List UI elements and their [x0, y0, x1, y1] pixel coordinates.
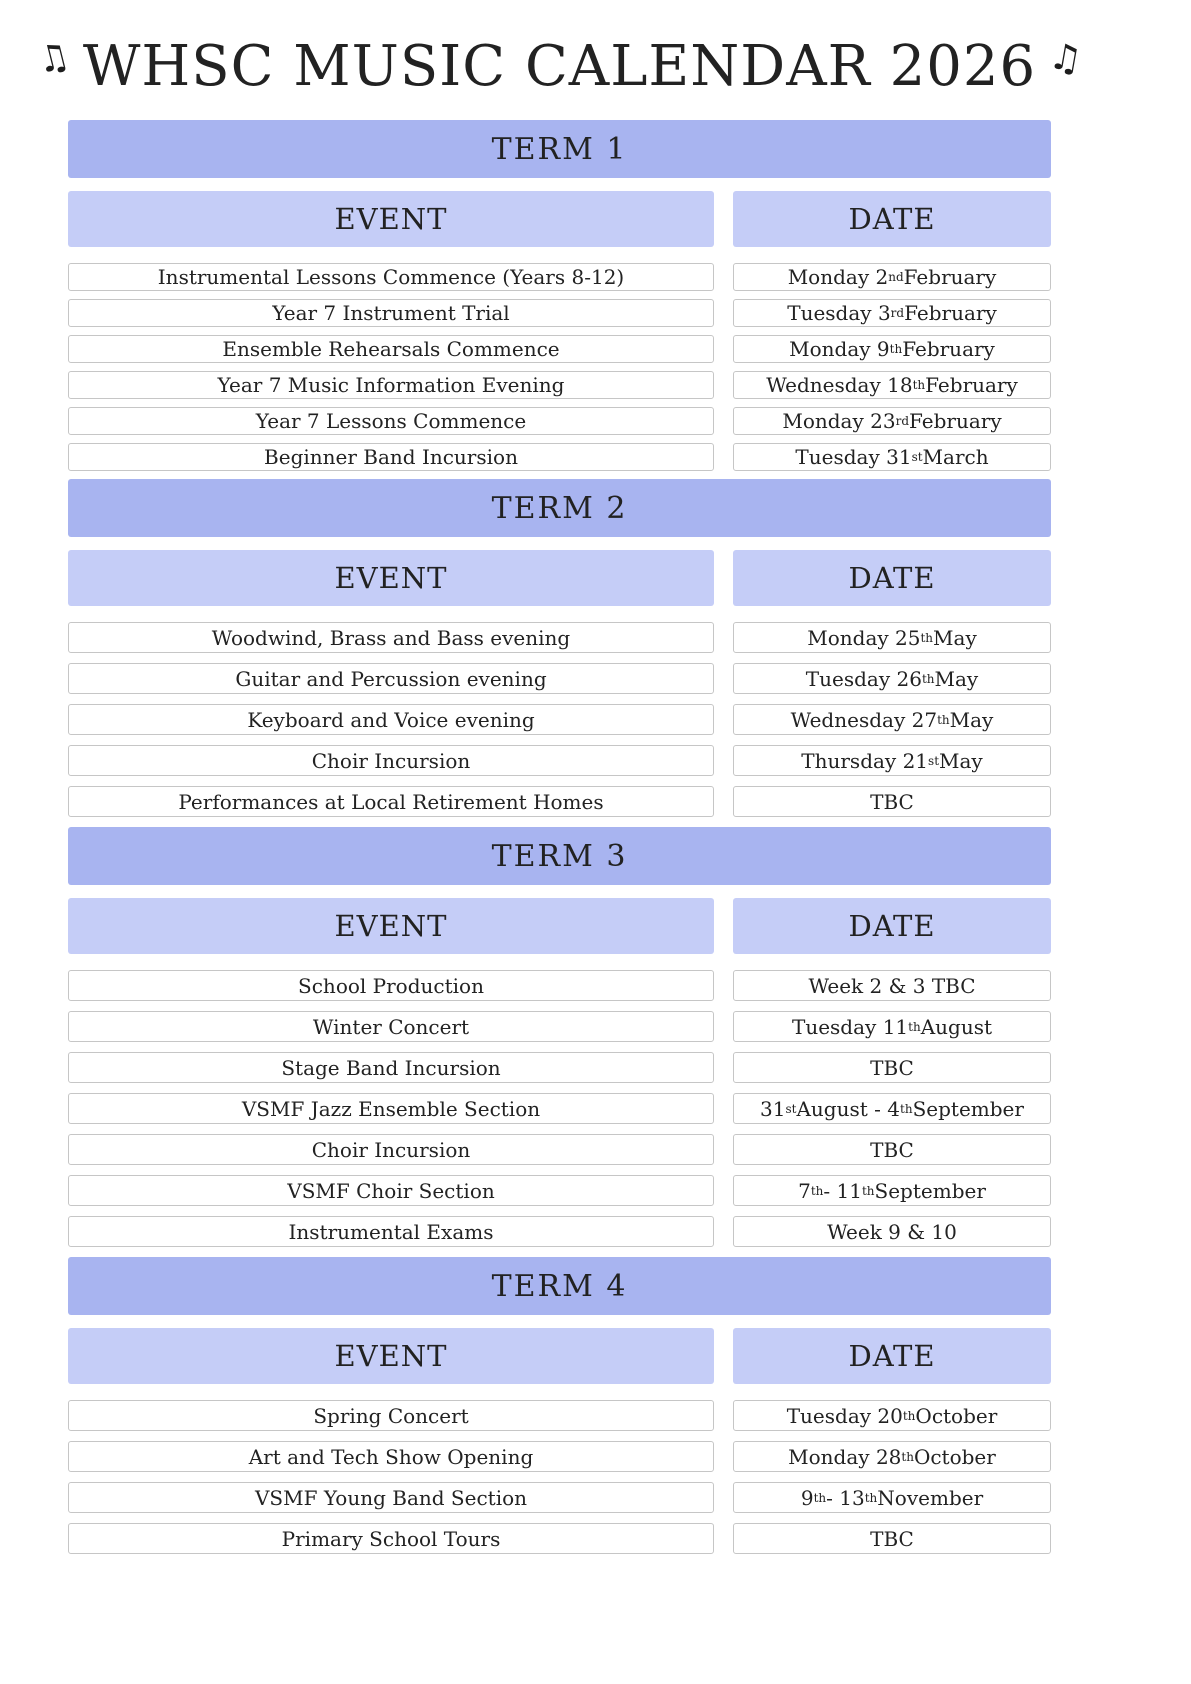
date-cell: TBC — [733, 1052, 1051, 1083]
term-band — [68, 120, 1051, 178]
event-cell: Spring Concert — [68, 1400, 714, 1431]
event-column-label: EVENT — [334, 561, 448, 595]
event-cell: Primary School Tours — [68, 1523, 714, 1554]
term-section — [68, 827, 1051, 1247]
date-column-label: DATE — [848, 909, 936, 943]
date-cell: Wednesday 27 th May — [733, 704, 1051, 735]
column-headers — [68, 550, 1051, 606]
date-cell: TBC — [733, 1134, 1051, 1165]
term-band — [68, 827, 1051, 885]
event-cell: Instrumental Lessons Commence (Years 8-12) — [68, 263, 714, 291]
event-cell: Instrumental Exams — [68, 1216, 714, 1247]
date-cell: Tuesday 31 st March — [733, 443, 1051, 471]
table-row — [68, 1400, 1051, 1431]
rows-container — [68, 1400, 1051, 1554]
event-cell: Guitar and Percussion evening — [68, 663, 714, 694]
date-column-label: DATE — [848, 1339, 936, 1373]
event-cell: Ensemble Rehearsals Commence — [68, 335, 714, 363]
table-row — [68, 704, 1051, 735]
event-cell: Choir Incursion — [68, 745, 714, 776]
table-row — [68, 663, 1051, 694]
table-row — [68, 970, 1051, 1001]
rows-container — [68, 263, 1051, 471]
date-cell: Thursday 21 st May — [733, 745, 1051, 776]
page-title: WHSC MUSIC CALENDAR 2026 — [82, 33, 1037, 99]
event-cell: Year 7 Music Information Evening — [68, 371, 714, 399]
column-header-event — [68, 191, 714, 247]
date-cell: Monday 23 rd February — [733, 407, 1051, 435]
date-cell: 7 th - 11 th September — [733, 1175, 1051, 1206]
rows-container — [68, 970, 1051, 1247]
event-cell: Woodwind, Brass and Bass evening — [68, 622, 714, 653]
term-band — [68, 479, 1051, 537]
event-cell: VSMF Young Band Section — [68, 1482, 714, 1513]
date-cell: 31 st August - 4 th September — [733, 1093, 1051, 1124]
date-cell: Monday 2 nd February — [733, 263, 1051, 291]
table-row — [68, 1523, 1051, 1554]
date-column-label: DATE — [848, 202, 936, 236]
date-column-label: DATE — [848, 561, 936, 595]
music-note-right-icon: ♫ — [1046, 35, 1086, 82]
date-cell: Week 2 & 3 TBC — [733, 970, 1051, 1001]
column-header-event — [68, 898, 714, 954]
column-headers — [68, 898, 1051, 954]
table-row — [68, 1441, 1051, 1472]
date-cell: Monday 25 th May — [733, 622, 1051, 653]
term-section — [68, 120, 1051, 471]
date-cell: Tuesday 3 rd February — [733, 299, 1051, 327]
date-cell: Monday 28 th October — [733, 1441, 1051, 1472]
term-section — [68, 1257, 1051, 1554]
date-cell: Monday 9 th February — [733, 335, 1051, 363]
date-cell: Week 9 & 10 — [733, 1216, 1051, 1247]
table-row — [68, 1134, 1051, 1165]
event-cell: Year 7 Lessons Commence — [68, 407, 714, 435]
term-label: TERM 3 — [491, 838, 628, 874]
date-cell: Tuesday 26 th May — [733, 663, 1051, 694]
event-column-label: EVENT — [334, 909, 448, 943]
event-cell: Performances at Local Retirement Homes — [68, 786, 714, 817]
table-row — [68, 407, 1051, 435]
table-row — [68, 622, 1051, 653]
date-cell: Tuesday 11 th August — [733, 1011, 1051, 1042]
event-column-label: EVENT — [334, 1339, 448, 1373]
event-cell: Art and Tech Show Opening — [68, 1441, 714, 1472]
table-row — [68, 1052, 1051, 1083]
column-headers — [68, 191, 1051, 247]
date-cell: Tuesday 20 th October — [733, 1400, 1051, 1431]
event-cell: School Production — [68, 970, 714, 1001]
term-label: TERM 1 — [491, 131, 628, 167]
date-cell: 9 th - 13 th November — [733, 1482, 1051, 1513]
table-row — [68, 745, 1051, 776]
event-cell: VSMF Choir Section — [68, 1175, 714, 1206]
term-label: TERM 2 — [491, 490, 628, 526]
column-header-event — [68, 1328, 714, 1384]
event-cell: Beginner Band Incursion — [68, 443, 714, 471]
column-headers — [68, 1328, 1051, 1384]
table-row — [68, 1216, 1051, 1247]
event-column-label: EVENT — [334, 202, 448, 236]
column-header-date — [733, 191, 1051, 247]
event-cell: Winter Concert — [68, 1011, 714, 1042]
table-row — [68, 1482, 1051, 1513]
event-cell: Keyboard and Voice evening — [68, 704, 714, 735]
content-area — [32, 0, 1086, 1554]
music-note-left-icon: ♫ — [32, 34, 74, 83]
event-cell: VSMF Jazz Ensemble Section — [68, 1093, 714, 1124]
rows-container — [68, 622, 1051, 817]
term-section — [68, 479, 1051, 817]
event-cell: Choir Incursion — [68, 1134, 714, 1165]
date-cell: TBC — [733, 786, 1051, 817]
event-cell: Year 7 Instrument Trial — [68, 299, 714, 327]
table-row — [68, 371, 1051, 399]
table-row — [68, 443, 1051, 471]
event-cell: Stage Band Incursion — [68, 1052, 714, 1083]
term-band — [68, 1257, 1051, 1315]
table-row — [68, 1175, 1051, 1206]
term-label: TERM 4 — [491, 1268, 628, 1304]
terms-container — [68, 120, 1051, 1554]
table-row — [68, 335, 1051, 363]
table-row — [68, 299, 1051, 327]
column-header-date — [733, 550, 1051, 606]
table-row — [68, 263, 1051, 291]
table-row — [68, 1011, 1051, 1042]
date-cell: TBC — [733, 1523, 1051, 1554]
column-header-date — [733, 898, 1051, 954]
date-cell: Wednesday 18 th February — [733, 371, 1051, 399]
column-header-date — [733, 1328, 1051, 1384]
title-row — [32, 24, 1086, 108]
column-header-event — [68, 550, 714, 606]
table-row — [68, 786, 1051, 817]
table-row — [68, 1093, 1051, 1124]
